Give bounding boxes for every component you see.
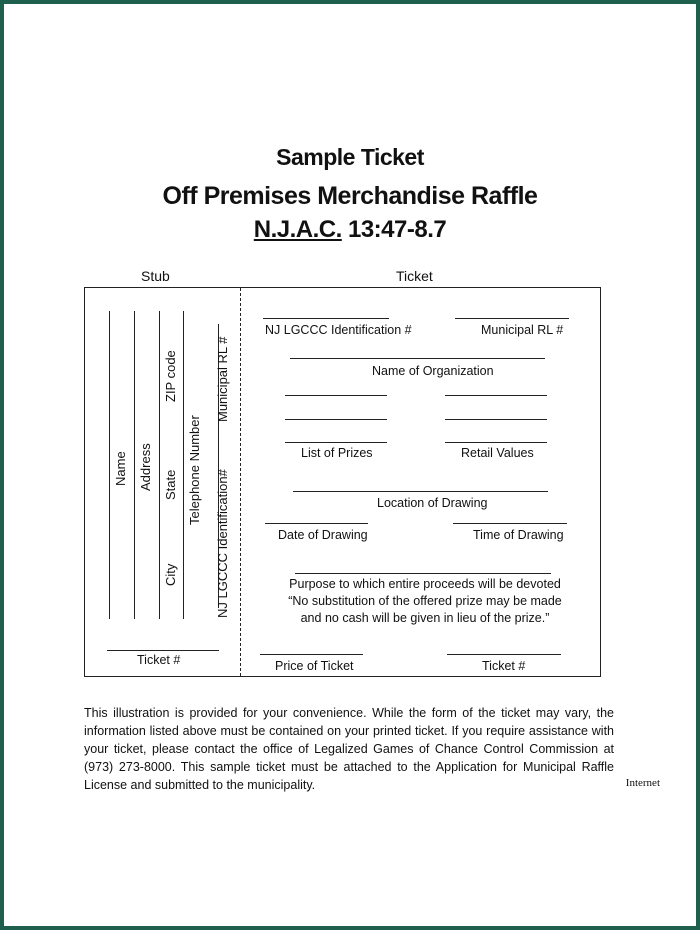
document-page	[4, 4, 696, 926]
prize-line-2	[285, 419, 387, 420]
value-line-1	[445, 395, 547, 396]
organization-line	[290, 358, 545, 359]
ticket-number-label: Ticket #	[482, 659, 526, 673]
title-raffle-type: Off Premises Merchandise Raffle	[162, 182, 538, 210]
nj-id-label: NJ LGCCC Identification #	[265, 323, 412, 337]
sample-ticket	[84, 287, 601, 677]
organization-label: Name of Organization	[372, 364, 494, 378]
prize-line-1	[285, 395, 387, 396]
stub-address-line	[134, 311, 135, 619]
stub-zip-label: ZIP code	[163, 350, 178, 402]
value-line-2	[445, 419, 547, 420]
disclaimer-line-1: “No substitution of the offered prize may be made	[288, 594, 562, 608]
location-line	[293, 491, 548, 492]
location-label: Location of Drawing	[377, 496, 488, 510]
municipal-rl-line	[455, 318, 569, 319]
nj-id-line	[263, 318, 389, 319]
title-sample-ticket: Sample Ticket	[276, 144, 424, 170]
ticket-header: Ticket	[396, 268, 433, 284]
prize-line-3	[285, 442, 387, 443]
retail-values-label: Retail Values	[461, 446, 534, 460]
stub-city-label: City	[163, 563, 178, 586]
stub-state-label: State	[163, 469, 178, 500]
prizes-label: List of Prizes	[301, 446, 373, 460]
time-label: Time of Drawing	[473, 528, 564, 542]
value-line-3	[445, 442, 547, 443]
stub-phone-label: Telephone Number	[187, 415, 202, 525]
purpose-label: Purpose to which entire proceeds will be devoted	[289, 577, 561, 591]
municipal-rl-label: Municipal RL #	[481, 323, 564, 337]
stub-name-line	[109, 311, 110, 619]
regulation-code: N.J.A.C.	[253, 216, 342, 243]
price-label: Price of Ticket	[275, 659, 354, 673]
date-line	[265, 523, 368, 524]
ticket-number-line	[447, 654, 561, 655]
purpose-line	[295, 573, 551, 574]
stub-header: Stub	[141, 268, 170, 284]
stub-phone-line	[183, 311, 184, 619]
source-watermark: Internet	[625, 777, 660, 789]
stub-ticket-number-label: Ticket #	[137, 653, 181, 667]
date-label: Date of Drawing	[278, 528, 368, 542]
stub-name-label: Name	[113, 451, 128, 486]
time-line	[453, 523, 567, 524]
stub-ticket-number-line	[107, 650, 219, 651]
instructions-paragraph: This illustration is provided for your convenience. While the form of the ticket may vary, the information listed above must be contained on your printed ticket. If you require assistance with your ticket, please contact the office of Legalized Games of Chance Control Commission at (973) 273-8000. This sample ticket must be attached to the Application for Municipal Raffle License and submitted to the municipality.	[84, 706, 614, 792]
stub-address-label: Address	[138, 443, 153, 491]
title-regulation	[4, 216, 696, 244]
regulation-number: 13:47-8.7	[341, 216, 447, 243]
disclaimer-line-2: and no cash will be given in lieu of the prize.”	[300, 611, 550, 625]
stub-municipal-rl-label: Municipal RL #	[215, 336, 230, 422]
stub-nj-id-label: NJ LGCCC Identification#	[215, 469, 230, 618]
stub-state-city-line	[159, 311, 160, 619]
perforation-line	[240, 288, 241, 676]
price-line	[260, 654, 363, 655]
